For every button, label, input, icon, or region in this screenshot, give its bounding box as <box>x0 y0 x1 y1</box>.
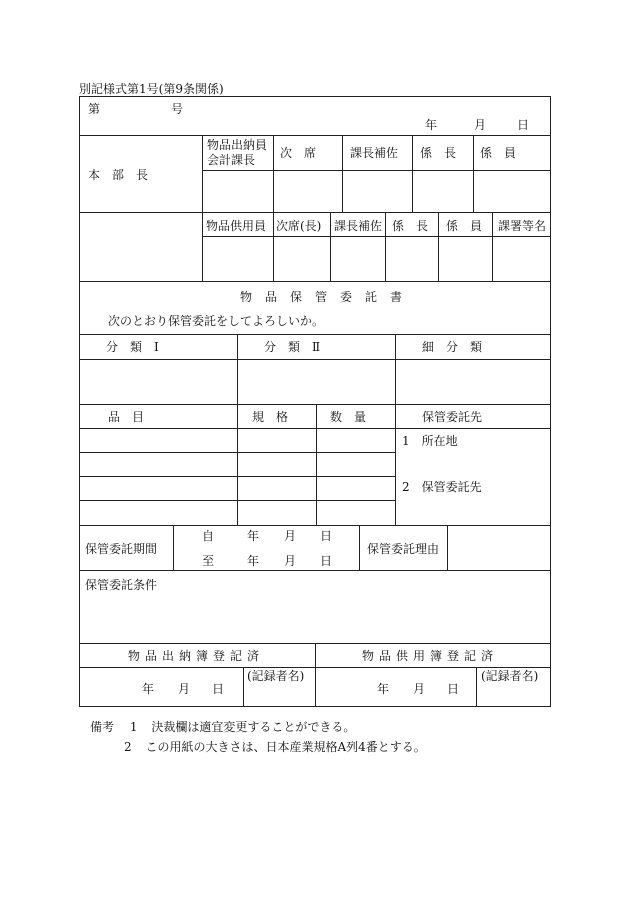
rule <box>80 135 550 136</box>
rule <box>80 570 550 571</box>
rule <box>80 428 550 429</box>
form-caption: 別記様式第1号(第9条関係) <box>79 82 224 96</box>
consignee-location: 1 所在地 <box>402 434 458 448</box>
date-day: 日 <box>517 118 530 132</box>
rule <box>80 334 550 335</box>
rule <box>80 525 550 526</box>
rule <box>438 212 439 281</box>
ledger-out-title: 物品出納簿登記済 <box>128 649 265 663</box>
date-year: 年 <box>425 118 438 132</box>
ledger-out-recorder: (記録者名) <box>247 669 305 683</box>
rule <box>80 404 550 405</box>
approval-col-staff: 係 員 <box>480 146 517 160</box>
ledger-out-day: 日 <box>212 682 225 696</box>
remark-2-text: この用紙の大きさは、日本産業規格A列4番とする。 <box>145 740 426 754</box>
ledger-use-year: 年 <box>377 682 390 696</box>
class2-header: 分 類 Ⅱ <box>264 340 321 354</box>
rule <box>237 404 238 525</box>
rule <box>202 236 550 237</box>
number-prefix: 第 <box>88 102 101 116</box>
rule <box>447 525 448 570</box>
rule <box>80 359 550 360</box>
period-from-day: 日 <box>320 529 333 543</box>
remark-1-text: 決裁欄は適宜変更することができる。 <box>151 720 356 734</box>
rule <box>202 170 550 171</box>
approval-col-section-chief: 係 長 <box>420 146 457 160</box>
rule <box>80 281 550 282</box>
period-from: 自 <box>202 529 215 543</box>
subclass-header: 細 分 類 <box>422 340 483 354</box>
conditions-label: 保管委託条件 <box>85 578 158 592</box>
rule <box>395 404 396 525</box>
ledger-use-recorder: (記録者名) <box>481 669 539 683</box>
rule <box>80 212 550 213</box>
document-lead: 次のとおり保管委託をしてよろしいか。 <box>108 314 325 328</box>
class1-header: 分 類 Ⅰ <box>106 340 159 354</box>
rule <box>476 667 477 706</box>
ledger-out-month: 月 <box>178 682 191 696</box>
goods-cashier-label: 物品出納員 <box>207 138 268 152</box>
approval2-col-office: 課署等名 <box>498 219 547 233</box>
approval2-col-deputy: 次席(長) <box>276 219 322 233</box>
goods-user-label: 物品供用員 <box>206 219 267 233</box>
period-to: 至 <box>202 554 215 568</box>
storage-consignment-form <box>79 96 551 707</box>
rule <box>412 135 413 212</box>
period-to-day: 日 <box>320 554 333 568</box>
approval2-col-assistant-manager: 課長補佐 <box>334 219 383 233</box>
remark-1-number: 1 <box>129 720 138 734</box>
approval2-col-staff: 係 員 <box>446 219 483 233</box>
rule <box>173 525 174 570</box>
rule <box>330 212 331 281</box>
rule <box>492 212 493 281</box>
period-from-month: 月 <box>284 529 297 543</box>
rule <box>315 643 316 706</box>
consignee-name: 2 保管委託先 <box>402 480 482 494</box>
rule <box>273 212 274 281</box>
number-suffix: 号 <box>171 102 184 116</box>
rule <box>395 334 396 404</box>
document-title: 物品保管委託書 <box>240 290 416 304</box>
consignee-header: 保管委託先 <box>422 410 483 424</box>
ledger-out-year: 年 <box>142 682 155 696</box>
rule <box>273 135 274 212</box>
hq-chief-label: 本 部 長 <box>88 168 149 182</box>
remark-1 <box>90 718 355 735</box>
rule <box>316 404 317 525</box>
item-header: 品 目 <box>108 410 145 424</box>
rule <box>359 525 360 570</box>
rule <box>342 135 343 212</box>
rule <box>385 212 386 281</box>
rule <box>202 212 203 281</box>
remark-2-number: 2 <box>124 740 132 754</box>
approval-col-assistant-manager: 課長補佐 <box>350 146 399 160</box>
remark-2 <box>124 738 426 755</box>
date-month: 月 <box>474 118 487 132</box>
qty-header: 数 量 <box>330 410 367 424</box>
period-to-month: 月 <box>284 554 297 568</box>
rule <box>237 334 238 404</box>
ledger-use-month: 月 <box>413 682 426 696</box>
accounting-chief-label: 会計課長 <box>207 153 256 167</box>
period-from-year: 年 <box>247 529 260 543</box>
ledger-use-day: 日 <box>447 682 460 696</box>
approval2-col-section-chief: 係 長 <box>392 219 429 233</box>
rule <box>202 135 203 212</box>
rule <box>243 667 244 706</box>
spec-header: 規 格 <box>252 410 289 424</box>
remarks-label: 備考 <box>90 720 115 734</box>
approval-col-deputy: 次 席 <box>280 146 317 160</box>
rule <box>473 135 474 212</box>
period-label: 保管委託期間 <box>85 542 158 556</box>
reason-label: 保管委託理由 <box>367 542 440 556</box>
ledger-use-title: 物品供用簿登記済 <box>362 649 499 663</box>
period-to-year: 年 <box>247 554 260 568</box>
